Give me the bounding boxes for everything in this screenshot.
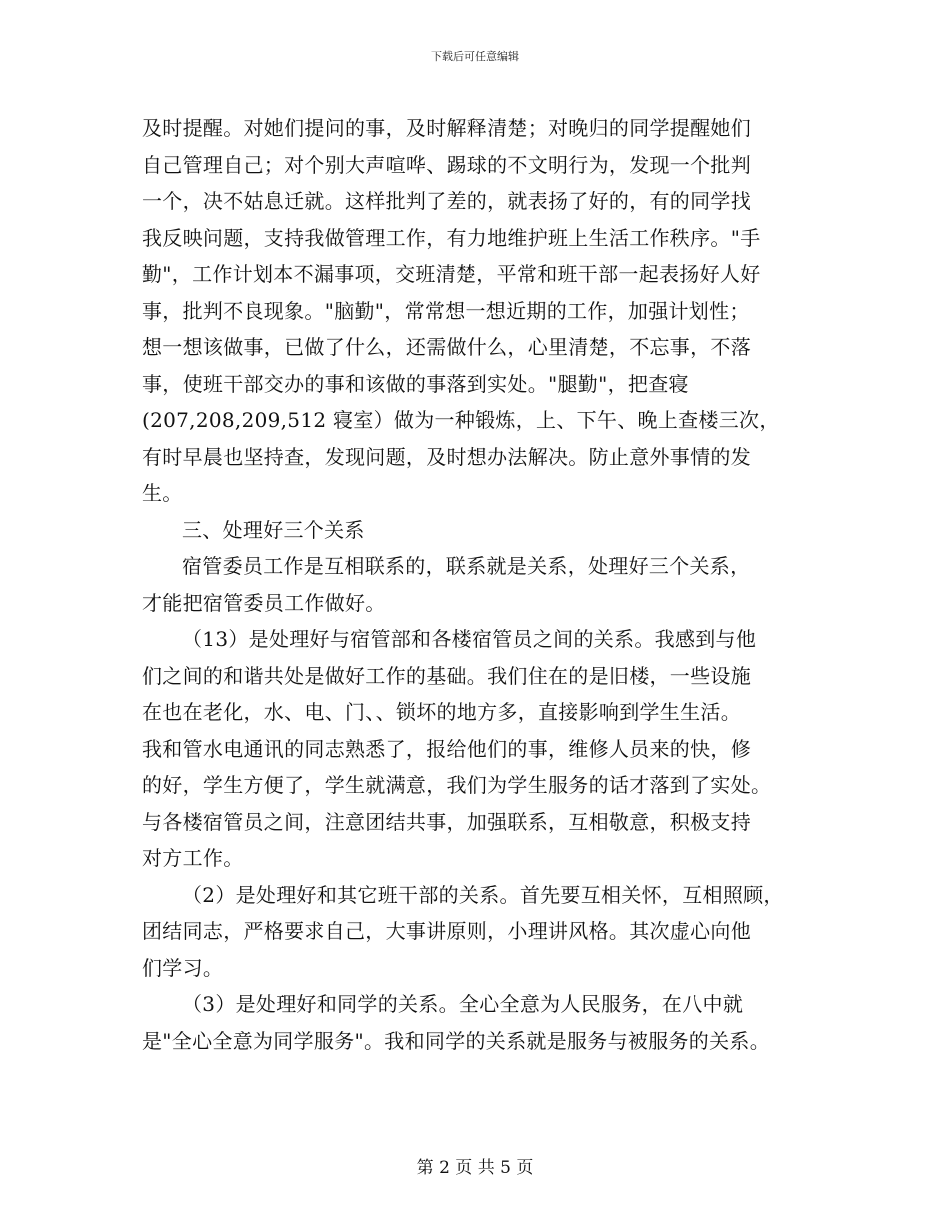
- text-line: 宿管委员工作是互相联系的，联系就是关系，处理好三个关系，: [182, 554, 751, 578]
- text-line: （13）是处理好与宿管部和各楼宿管员之间的关系。我感到与他: [182, 627, 757, 651]
- text-line: 与各楼宿管员之间，注意团结共事，加强联系，互相敬意，积极支持: [142, 809, 751, 834]
- text-line: 事，使班干部交办的事和该做的事落到实处。"腿勤"，把查寝: [142, 371, 689, 396]
- text-line: 是"全心全意为同学服务"。我和同学的关系就是服务与被服务的关系。: [142, 1028, 770, 1053]
- document-body: [142, 110, 832, 1059]
- text-line: 对方工作。: [142, 846, 244, 870]
- page-header: 下载后可任意编辑: [431, 50, 519, 63]
- text-line: 团结同志，严格要求自己，大事讲原则，小理讲风格。其次虚心向他: [142, 919, 751, 943]
- text-line: 在也在老化，水、电、门、、锁坏的地方多，直接影响到学生生活。: [142, 700, 741, 724]
- text-line: 勤"，工作计划本不漏事项，交班清楚，平常和班干部一起表扬好人好: [142, 262, 761, 286]
- text-line: 及时提醒。对她们提问的事，及时解释清楚；对晚归的同学提醒她们: [142, 116, 751, 140]
- text-line: 有时早晨也坚持查，发现问题，及时想办法解决。防止意外事情的发: [142, 444, 751, 469]
- text-line: 自己管理自己；对个别大声喧哗、踢球的不文明行为，发现一个批判: [142, 152, 751, 177]
- text-line: （3）是处理好和同学的关系。全心全意为人民服务，在八中就: [182, 992, 744, 1016]
- text-line: 生。: [142, 481, 183, 505]
- text-line: 们学习。: [142, 955, 224, 980]
- text-line: 想一想该做事，已做了什么，还需做什么，心里清楚，不忘事，不落: [142, 335, 751, 359]
- text-line: 才能把宿管委员工作做好。: [142, 590, 386, 615]
- section-heading: 三、处理好三个关系: [182, 517, 365, 542]
- text-line: 们之间的和谐共处是做好工作的基础。我们住在的是旧楼，一些设施: [142, 663, 751, 688]
- text-line: 事，批判不良现象。"脑勤"，常常想一想近期的工作，加强计划性；: [142, 298, 750, 323]
- text-line: 我和管水电通讯的同志熟悉了，报给他们的事，维修人员来的快，修: [142, 736, 751, 761]
- text-line: （2）是处理好和其它班干部的关系。首先要互相关怀，互相照顾，: [182, 882, 784, 907]
- page-number: 第 2 页 共 5 页: [416, 1158, 534, 1178]
- text-line: (207,208,209,512 寝室）做为一种锻炼，上、下午、晚上查楼三次，: [142, 408, 780, 432]
- text-line: 一个，决不姑息迁就。这样批判了差的，就表扬了好的，有的同学找: [142, 189, 751, 213]
- text-line: 的好，学生方便了，学生就满意，我们为学生服务的话才落到了实处。: [142, 773, 772, 797]
- text-line: 我反映问题，支持我做管理工作，有力地维护班上生活工作秩序。"手: [142, 225, 761, 250]
